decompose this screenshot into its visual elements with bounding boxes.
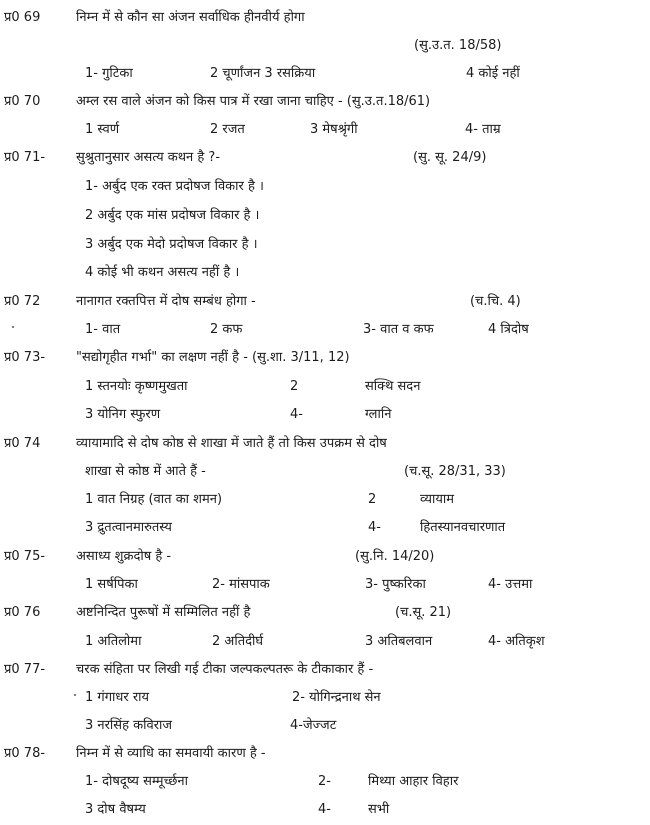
option-4-number: 4-	[318, 802, 331, 817]
question-text: व्यायामादि से दोष कोष्ठ से शाखा में जाते हैं तो किस उपक्रम से दोष	[76, 436, 387, 451]
option-3: 3 मेषश्रृंगी	[310, 122, 358, 137]
question-text: "सद्योगृहीत गर्भा" का लक्षण नहीं है - (सु.शा. 3/11, 12)	[76, 350, 350, 365]
option-4: 4 त्रिदोष	[488, 322, 529, 337]
question-71	[4, 148, 220, 168]
question-75	[4, 547, 171, 567]
option-3: 3- वात व कफ	[363, 322, 434, 337]
option-4: 4 कोई भी कथन असत्य नहीं है ।	[85, 265, 240, 280]
option-2: व्यायाम	[420, 492, 455, 507]
option-4: सभी	[368, 802, 390, 817]
question-text: अष्टनिन्दित पुरूषों में सम्मिलित नहीं है	[76, 605, 251, 620]
option-2: 2- मांसपाक	[212, 577, 270, 592]
option-1: 1- दोषदूष्य सम्मूर्च्छना	[85, 774, 188, 789]
question-text: निम्न में से व्याधि का समवायी कारण है -	[76, 746, 266, 761]
option-1: 1 गंगाधर राय	[85, 690, 150, 705]
option-1: 1- गुटिका	[85, 66, 133, 81]
question-text-continued: शाखा से कोष्ठ में आते हैं -	[85, 464, 206, 479]
option-2: 2 रजत	[210, 122, 245, 137]
option-2: 2 अतिदीर्घ	[212, 634, 264, 649]
option-4: 4- उत्तमा	[488, 577, 533, 592]
option-2-number: 2	[290, 379, 299, 394]
question-72	[4, 292, 256, 312]
question-number: प्र0 75-	[4, 549, 46, 564]
question-number: प्र0 74	[4, 436, 41, 451]
option-1: 1- अर्बुद एक रक्त प्रदोषज विकार है ।	[85, 179, 264, 194]
question-74	[4, 434, 387, 454]
question-77	[4, 660, 373, 680]
option-2: 2- योगिन्द्रनाथ सेन	[292, 690, 381, 705]
question-text: नानागत रक्तपित्त में दोष सम्बंध होगा -	[76, 294, 256, 309]
question-text: अम्ल रस वाले अंजन को किस पात्र में रखा जाना चाहिए - (सु.उ.त.18/61)	[76, 94, 431, 109]
question-reference: (च.सू. 21)	[395, 605, 452, 620]
question-number: प्र0 72	[4, 294, 41, 309]
option-3: 3 अतिबलवान	[365, 634, 433, 649]
question-69	[4, 8, 305, 28]
option-1: 1- वात	[85, 322, 121, 337]
question-reference: (सु. सू. 24/9)	[413, 150, 487, 165]
question-text: सुश्रुतानुसार असत्य कथन है ?-	[76, 150, 221, 165]
option-2-number: 2-	[318, 774, 331, 789]
option-1: 1 स्तनयोः कृष्णमुखता	[85, 379, 188, 394]
question-text: निम्न में से कौन सा अंजन सर्वाधिक हीनवीर्य होगा	[76, 10, 305, 25]
question-number: प्र0 78-	[4, 746, 46, 761]
option-2: 2 कफ	[210, 322, 243, 337]
option-2: 2 अर्बुद एक मांस प्रदोषज विकार है ।	[85, 208, 260, 223]
option-4: ग्लानि	[365, 407, 392, 422]
option-2: सक्थि सदन	[365, 379, 421, 394]
option-2: मिथ्या आहार विहार	[368, 774, 459, 789]
option-3: 3 अर्बुद एक मेदो प्रदोषज विकार है ।	[85, 237, 258, 252]
question-reference: (च.चि. 4)	[470, 294, 521, 309]
question-76	[4, 603, 250, 623]
option-1: 1 स्वर्ण	[85, 122, 120, 137]
option-2-number: 2	[368, 492, 377, 507]
question-number: प्र0 76	[4, 605, 41, 620]
option-3: 3 द्रुतत्वानमारुतस्य	[85, 520, 172, 535]
question-73	[4, 348, 350, 368]
question-reference: (सु.नि. 14/20)	[355, 549, 435, 564]
option-3: 3 योनिग स्फुरण	[85, 407, 161, 422]
question-number: प्र0 70	[4, 94, 41, 109]
option-4: 4-जेज्जट	[290, 718, 337, 733]
option-4: हितस्यानवचारणात	[420, 520, 506, 535]
option-2-3: 2 चूर्णांजन 3 रसक्रिया	[210, 66, 316, 81]
option-3: 3 दोष वैषम्य	[85, 802, 146, 817]
option-4: 4- अतिकृश	[488, 634, 545, 649]
question-number: प्र0 73-	[4, 350, 46, 365]
option-4: 4- ताम्र	[465, 122, 501, 137]
question-text: चरक संहिता पर लिखी गई टीका जल्पकल्पतरू के टीकाकार हैं -	[76, 662, 374, 677]
option-1: 1 अतिलोमा	[85, 634, 142, 649]
question-78	[4, 744, 266, 764]
question-reference: (सु.उ.त. 18/58)	[414, 38, 502, 53]
option-4-number: 4-	[290, 407, 303, 422]
option-1: 1 सर्षपिका	[85, 577, 138, 592]
option-3: 3- पुष्करिका	[365, 577, 426, 592]
question-70	[4, 92, 430, 112]
option-4-number: 4-	[368, 520, 381, 535]
question-reference: (च.सू. 28/31, 33)	[404, 464, 506, 479]
stray-dot	[12, 326, 14, 328]
option-3: 3 नरसिंह कविराज	[85, 718, 173, 733]
question-text: असाध्य शुक्रदोष है -	[76, 549, 172, 564]
question-number: प्र0 71-	[4, 150, 46, 165]
option-4: 4 कोई नहीं	[466, 66, 520, 81]
stray-dot	[74, 694, 76, 696]
option-1: 1 वात निग्रह (वात का शमन)	[85, 492, 223, 507]
question-number: प्र0 77-	[4, 662, 46, 677]
question-number: प्र0 69	[4, 10, 41, 25]
